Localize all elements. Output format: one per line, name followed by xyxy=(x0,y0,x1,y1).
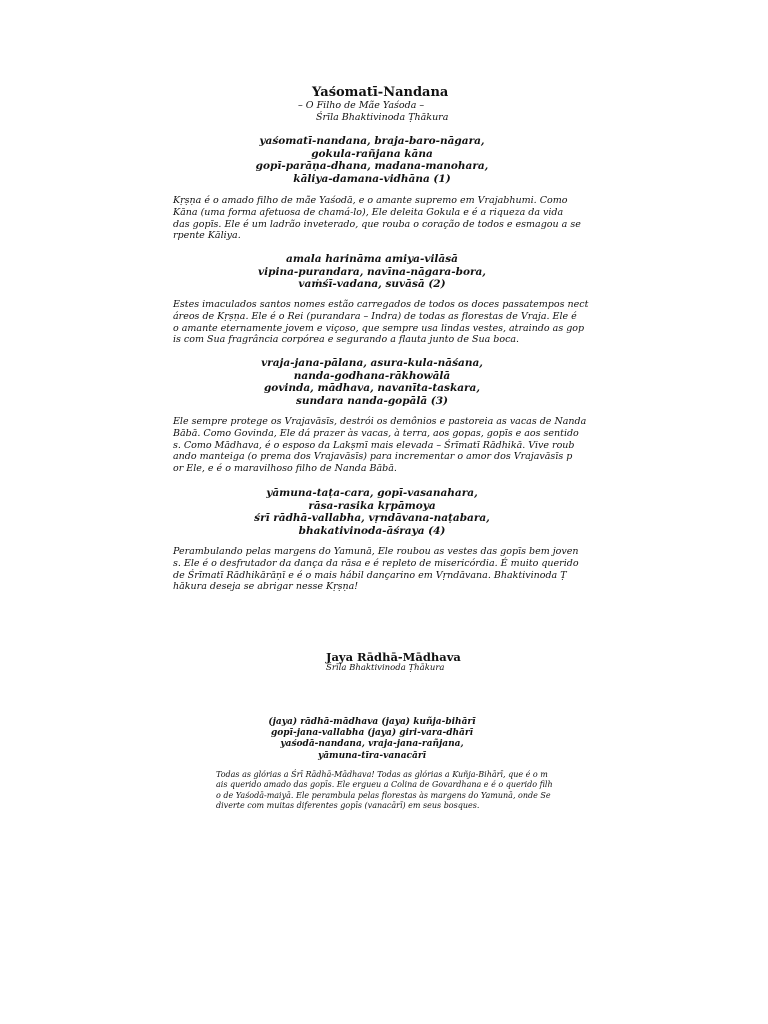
verse-1 xyxy=(200,135,544,185)
song-author-2: Śrīla Bhaktivinoda Ṭhākura xyxy=(326,663,445,673)
translation-line: Perambulando pelas margens do Yamunā, Ele roubou as vestes das gopīs bem joven xyxy=(173,546,579,557)
translation-line: das gopīs. Ele é um ladrão inveterado, que rouba o coração de todos e esmagou a se xyxy=(173,218,581,230)
translation-line: s. Ele é o desfrutador da dança da rāsa e é repleto de misericórdia. É muito querido xyxy=(173,557,579,569)
translation-line: o de Yaśodā-maiyā. Ele perambula pelas florestas às margens do Yamunā, onde Se xyxy=(216,790,551,800)
translation-line: s. Como Mādhava, é o esposo da Lakṣmī mais elevada – Śrīmatī Rādhikā. Vive roub xyxy=(173,439,575,451)
song-author: Śrīla Bhaktivinoda Ṭhākura xyxy=(316,112,449,123)
verse-line: śrī rādhā-vallabha, vṛndāvana-naṭabara, xyxy=(254,512,490,524)
translation-line: Ele sempre protege os Vrajavāsīs, destrói os demônios e pastoreia as vacas de Nanda xyxy=(173,416,587,427)
translation-line: is com Sua fragrância corpórea e segurando a flauta junto de Sua boca. xyxy=(173,334,520,346)
translation-line: o amante eternamente jovem e viçoso, que sempre usa lindas vestes, atraindo as gop xyxy=(173,322,585,334)
verse-line: amala harināma amiya-vilāsā xyxy=(286,253,458,265)
translation-line: Bābā. Como Govinda, Ele dá prazer às vacas, à terra, aos gopas, gopīs e aos sentido xyxy=(173,427,579,439)
verse-line: yāmuna-tīra-vanacārī xyxy=(317,750,427,761)
translation-line: áreos de Kṛṣṇa. Ele é o Rei (purandara – Indra) de todas as florestas de Vraja. Ele é xyxy=(173,310,577,322)
translation-line: de Śrīmatī Rādhikārāṇī e é o mais hábil dançarino em Vṛndāvana. Bhaktivinoda Ṭ xyxy=(173,569,567,581)
verse-3 xyxy=(200,357,544,407)
verse-line: yaśomatī-nandana, braja-baro-nāgara, xyxy=(259,135,485,147)
translation-line: Estes imaculados santos nomes estão carregados de todos os doces passatempos nect xyxy=(173,299,589,310)
verse-2 xyxy=(200,253,544,291)
verse-4 xyxy=(200,487,544,537)
verse-line: rāsa-rasika kṛpāmoya xyxy=(308,499,436,512)
translation-line: Kṛṣṇa é o amado filho de mãe Yaśodā, e o amante supremo em Vrajabhumi. Como xyxy=(173,195,568,206)
verse-line: gokula-rañjana kāna xyxy=(311,147,433,160)
verse-line: gopī-parāṇa-dhana, madana-manohara, xyxy=(255,160,489,172)
verse-line: bhakativinoda-āśraya (4) xyxy=(298,524,446,537)
verse-line: yāmuna-taṭa-cara, gopī-vasanahara, xyxy=(266,487,478,499)
translation-line: hākura deseja se abrigar nesse Kṛṣṇa! xyxy=(173,581,359,593)
song-title-2: Jaya Rādhā-Mādhava xyxy=(326,650,461,664)
translation-line: ais querido amado das gopīs. Ele ergueu a Colina de Govardhana e é o querido filh xyxy=(216,780,553,790)
verse-line: vipina-purandara, navīna-nāgara-bora, xyxy=(258,265,486,278)
verse-line: vaṁśī-vadana, suvāsā (2) xyxy=(298,278,446,290)
song2-translation xyxy=(216,770,553,812)
translation-2 xyxy=(173,299,588,346)
translation-3 xyxy=(173,416,586,475)
translation-line: rpente Kāliya. xyxy=(173,230,241,242)
verse-line: govinda, mādhava, navanīta-taskara, xyxy=(263,382,481,394)
verse-line: gopī-jana-vallabha (jaya) giri-vara-dhārī xyxy=(270,728,474,739)
verse-line: nanda-godhana-rākhowālā xyxy=(293,369,451,382)
translation-line: ando manteiga (o prema dos Vrajavāsīs) para incrementar o amor dos Vrajavāsīs p xyxy=(173,451,573,463)
translation-line: diverte com muitas diferentes gopīs (vanacārī) em seus bosques. xyxy=(216,801,480,811)
translation-line: Kāna (uma forma afetuosa de chamá-lo), Ele deleita Gokula e é a riqueza da vida xyxy=(173,206,564,218)
song2-verse xyxy=(220,717,524,762)
verse-line: vraja-jana-pālana, asura-kula-nāśana, xyxy=(261,357,483,369)
verse-line: kāliya-damana-vidhāna (1) xyxy=(293,172,451,185)
translation-line: Todas as glórias a Śrī Rādhā-Mādhava! Todas as glórias a Kuñja-Bihārī, que é o m xyxy=(216,770,548,779)
verse-line: yaśodā-nandana, vraja-jana-rañjana, xyxy=(280,739,464,750)
verse-line: (jaya) rādhā-mādhava (jaya) kuñja-bihārī xyxy=(268,717,476,727)
translation-line: or Ele, e é o maravilhoso filho de Nanda Bābā. xyxy=(173,463,397,475)
song-subtitle: – O Filho de Mãe Yaśoda – xyxy=(298,100,425,111)
verse-line: sundara nanda-gopālā (3) xyxy=(295,394,449,407)
translation-4 xyxy=(173,546,579,593)
song-title: Yaśomatī-Nandana xyxy=(312,85,449,100)
translation-1 xyxy=(173,195,581,242)
